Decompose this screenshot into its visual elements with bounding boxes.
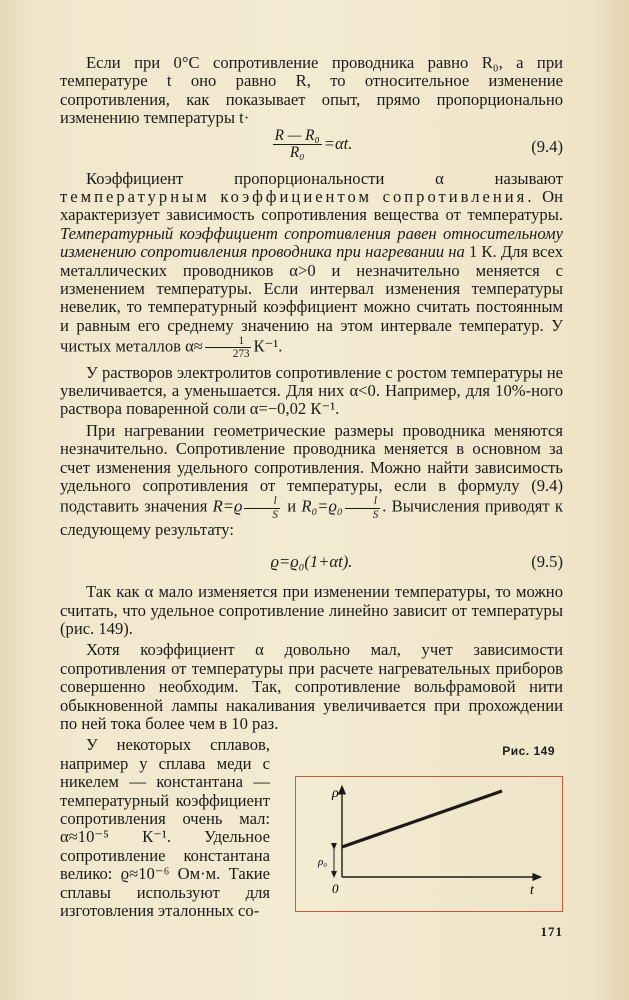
rho0-label: ρ₀ (318, 856, 328, 869)
equation-rhs: =αt. (323, 133, 353, 153)
p4-fraction-1-den: S (272, 508, 278, 521)
p4-R0-formula: R₀=ϱ₀ (301, 496, 343, 516)
text-column (60, 54, 563, 920)
term-highlight: температурным коэффициентом сопротивления. (60, 187, 535, 207)
paragraph-5: Так как α мало изменяется при изменении температуры, то можно считать, что удельное сопротивление линейно зависит от температуры (рис. 149). (60, 582, 563, 638)
paragraph-1: Если при 0°С сопротивление проводника равно R₀, а при температуре t оно равно R, то относительное изменение сопротивления, как показывает опыт, прямо пропорционально изменению температуры t· (60, 53, 563, 128)
resistivity-graph (296, 777, 562, 911)
p4-text-b: . Вычисления приводят к следующему результату: (60, 496, 563, 539)
p4-R-formula: R=ϱ (212, 496, 243, 516)
paragraph-7: У некоторых сплавов, например у сплава меди с никелем — константана — температурный коэффициент сопротивления очень мал: α≈10⁻⁵ К⁻¹. Удельное сопротивление константана велико: ϱ≈10⁻⁶ Ом·м. Такие сплавы используют для изготовления эталонных со- (60, 735, 270, 920)
p4-and: и (287, 496, 297, 516)
p2-unit: К⁻¹. (253, 336, 283, 356)
paragraph-6: Хотя коэффициент α довольно мал, учет зависимости сопротивления от температуры при расчете нагревательных приборов совершенно необходим. Так, сопротивление вольфрамовой нити обыкновенной лампы накаливания увеличивается при прохождении по ней тока более чем в 10 раз. (60, 640, 563, 733)
resistivity-line (342, 791, 502, 847)
fraction-denominator: R₀ (289, 144, 305, 162)
equation-9-5-formula: ϱ=ϱ₀(1+αt). (270, 552, 353, 572)
page-number: 171 (540, 924, 563, 939)
paragraph-3: У растворов электролитов сопротивление с ростом температуры не увеличивается, а уменьшается. Для них α<0. Например, для 10%-ного раствора поваренной соли α=−0,02 К⁻¹. (60, 362, 563, 419)
equation-fraction (273, 128, 322, 163)
figure-block (60, 736, 563, 920)
y-axis-label: ρ (332, 786, 339, 802)
figure-149 (295, 776, 563, 912)
x-axis-label: t (530, 883, 534, 899)
p2-text-b: Он характеризует зависимость сопротивления вещества от температуры. (60, 187, 563, 225)
p4-fraction-2-den: S (372, 508, 379, 521)
equation-9-5 (60, 553, 563, 583)
definition-italic: Температурный коэффициент сопротивления равен относительному изменению сопротивления проводника при нагревании на (60, 223, 563, 262)
p2-text-c: 1 К. Для всех металлических проводников α>0 и незначительно меняется с изменением температуры. Если интервал изменения температуры невелик, то температурный коэффициент можно считать постоянным и равным его среднему значению на этом интервале температур. У чистых металлов α≈ (60, 242, 563, 356)
alpha-fraction-num: 1 (205, 335, 252, 348)
paragraph-2 (60, 170, 563, 361)
figure-caption: Рис. 149 (502, 744, 555, 759)
p4-fraction-1-num: l (244, 495, 280, 508)
p2-text-a: Коэффициент пропорциональности α называют (86, 168, 563, 188)
origin-label: 0 (332, 881, 339, 897)
p4-fraction-1 (244, 495, 280, 520)
paragraph-4 (60, 422, 563, 539)
equation-9-4 (60, 128, 563, 170)
p4-text-a: При нагревании геометрические размеры проводника меняются незначительно. Сопротивление проводника меняется в основном за счет изменения удельного сопротивления. Можно найти зависимость удельного сопротивления от температуры, если в формулу (9.4) подставить значения (60, 420, 563, 516)
equation-number: (9.4) (531, 136, 563, 156)
alpha-fraction-den: 273 (232, 348, 250, 361)
p4-fraction-2 (345, 495, 381, 520)
fraction-numerator: R — R₀ (274, 126, 320, 144)
p4-fraction-2-num: l (345, 495, 381, 508)
alpha-fraction (205, 335, 252, 360)
equation-9-5-number: (9.5) (531, 552, 563, 572)
